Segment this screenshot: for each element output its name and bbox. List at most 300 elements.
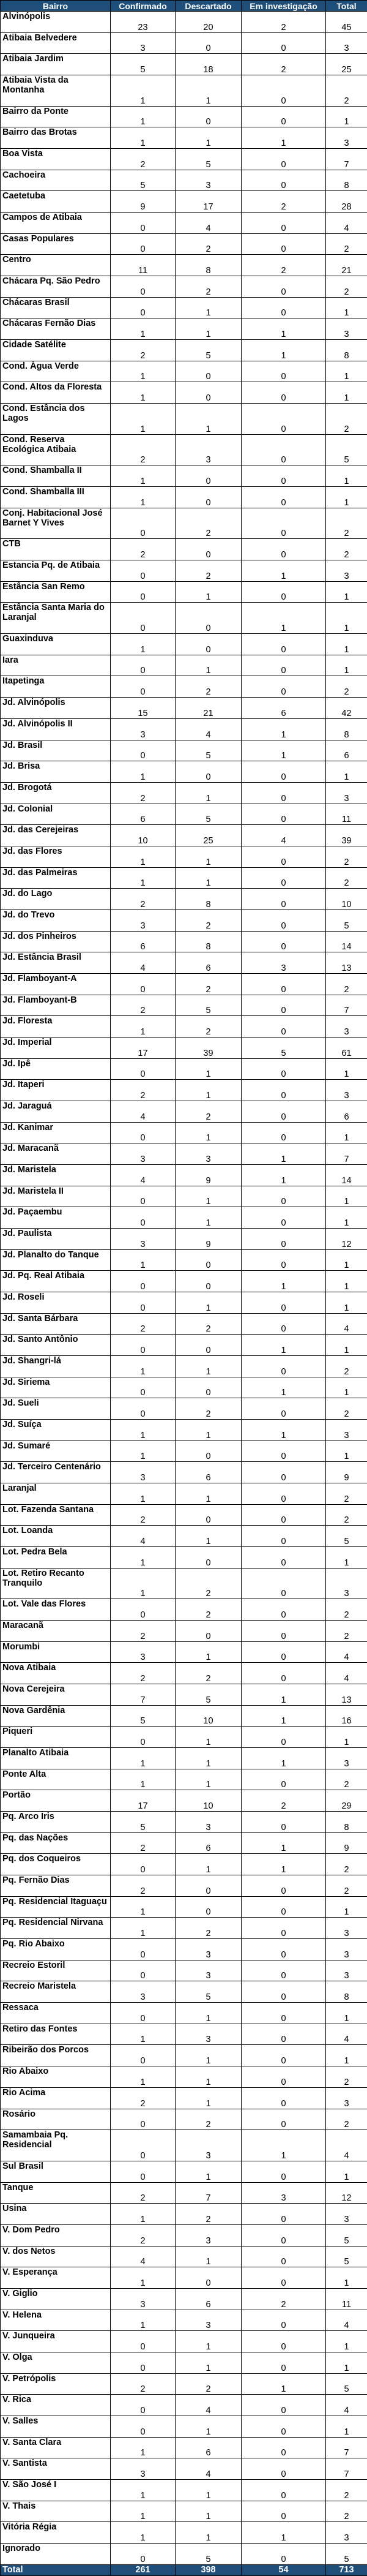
- em-investigacao-cell: 0: [242, 106, 326, 127]
- em-investigacao-cell: 0: [242, 213, 326, 234]
- total-cell: 61: [326, 1037, 367, 1058]
- total-cell: 3: [326, 1748, 367, 1769]
- confirmado-cell: 2: [111, 1080, 176, 1101]
- em-investigacao-cell: 0: [242, 1663, 326, 1684]
- total-cell: 5: [326, 2224, 367, 2246]
- table-row: [1, 952, 367, 974]
- descartado-cell: 0: [176, 539, 242, 560]
- table-row: [1, 867, 367, 889]
- descartado-cell: 5: [176, 2543, 242, 2564]
- em-investigacao-cell: 0: [242, 889, 326, 910]
- bairro-cell: Chácaras Fernão Dias: [1, 318, 111, 340]
- bairro-cell: Jd. Paçaembu: [1, 1207, 111, 1229]
- confirmado-cell: 2: [111, 1875, 176, 1897]
- confirmado-cell: 7: [111, 1684, 176, 1706]
- em-investigacao-cell: 0: [242, 634, 326, 655]
- descartado-cell: 8: [176, 255, 242, 276]
- confirmado-cell: 23: [111, 12, 176, 33]
- confirmado-cell: 11: [111, 255, 176, 276]
- table-row: [1, 1398, 367, 1420]
- total-cell: 2: [326, 75, 367, 107]
- table-row: [1, 1981, 367, 2003]
- em-investigacao-cell: 0: [242, 2066, 326, 2088]
- table-row: [1, 276, 367, 298]
- bairro-cell: Itapetinga: [1, 676, 111, 698]
- table-row: [1, 361, 367, 382]
- descartado-cell: 0: [176, 465, 242, 487]
- em-investigacao-cell: 1: [242, 740, 326, 761]
- bairro-cell: Pq. das Nações: [1, 1832, 111, 1854]
- total-cell: 3: [326, 1918, 367, 1939]
- bairro-cell: Pq. Residencial Itaguaçu: [1, 1896, 111, 1918]
- table-row: [1, 318, 367, 340]
- bairro-cell: Estancia Pq. de Atibaia: [1, 560, 111, 582]
- total-cell: 1: [326, 382, 367, 404]
- descartado-cell: 2: [176, 910, 242, 931]
- em-investigacao-cell: 0: [242, 995, 326, 1016]
- bairro-cell: Retiro das Fontes: [1, 2024, 111, 2045]
- total-cell: 11: [326, 804, 367, 825]
- descartado-cell: 5: [176, 1981, 242, 2003]
- table-row: [1, 54, 367, 75]
- bairro-cell: Jd. Alvinópolis: [1, 698, 111, 719]
- confirmado-cell: 1: [111, 1547, 176, 1569]
- em-investigacao-cell: 0: [242, 1526, 326, 1547]
- em-investigacao-cell: 0: [242, 487, 326, 508]
- table-row: [1, 1875, 367, 1897]
- descartado-cell: 5: [176, 1684, 242, 1706]
- total-cell: 13: [326, 952, 367, 974]
- bairro-cell: Vitória Régia: [1, 2522, 111, 2544]
- em-investigacao-cell: 1: [242, 718, 326, 740]
- total-cell: 1: [326, 634, 367, 655]
- total-cell: 45: [326, 12, 367, 33]
- descartado-cell: 3: [176, 1143, 242, 1165]
- em-investigacao-cell: 0: [242, 276, 326, 298]
- em-investigacao-cell: 0: [242, 655, 326, 676]
- bairro-cell: Cond. Água Verde: [1, 361, 111, 382]
- descartado-cell: 0: [176, 1271, 242, 1292]
- total-cell: 3: [326, 2087, 367, 2109]
- bairro-cell: Lot. Loanda: [1, 1526, 111, 1547]
- bairro-cell: Centro: [1, 255, 111, 276]
- table-row: [1, 2130, 367, 2161]
- bairro-cell: V. Santa Clara: [1, 2437, 111, 2458]
- em-investigacao-cell: 1: [242, 1684, 326, 1706]
- total-cell: 2: [326, 2479, 367, 2501]
- descartado-cell: 0: [176, 1504, 242, 1526]
- total-cell: 14: [326, 931, 367, 952]
- confirmado-cell: 0: [111, 276, 176, 298]
- confirmado-cell: 4: [111, 1526, 176, 1547]
- confirmado-cell: 2: [111, 889, 176, 910]
- bairro-cell: Estância Santa Maria do Laranjal: [1, 603, 111, 634]
- bairro-cell: Jd. Terceiro Centenário: [1, 1462, 111, 1483]
- table-row: [1, 1377, 367, 1398]
- confirmado-cell: 1: [111, 318, 176, 340]
- table-row: [1, 740, 367, 761]
- confirmado-cell: 1: [111, 846, 176, 867]
- em-investigacao-cell: 1: [242, 1164, 326, 1186]
- descartado-cell: 2: [176, 1599, 242, 1621]
- em-investigacao-cell: 0: [242, 1875, 326, 1897]
- em-investigacao-cell: 0: [242, 581, 326, 603]
- confirmado-cell: 0: [111, 2109, 176, 2130]
- confirmado-cell: 1: [111, 361, 176, 382]
- total-cell: 3: [326, 1080, 367, 1101]
- confirmado-cell: 2: [111, 149, 176, 170]
- total-cell: 2: [326, 1854, 367, 1875]
- total-confirmado: 261: [111, 2564, 176, 2575]
- em-investigacao-cell: 1: [242, 2373, 326, 2395]
- descartado-cell: 1: [176, 1122, 242, 1143]
- total-cell: 1: [326, 1335, 367, 1356]
- total-cell: 13: [326, 1684, 367, 1706]
- table-row: [1, 508, 367, 539]
- table-row: [1, 1037, 367, 1058]
- descartado-cell: 1: [176, 2522, 242, 2544]
- em-investigacao-cell: 0: [242, 2087, 326, 2109]
- em-investigacao-cell: 0: [242, 1504, 326, 1526]
- total-cell: 8: [326, 1812, 367, 1833]
- total-cell: 1: [326, 465, 367, 487]
- confirmado-cell: 17: [111, 1037, 176, 1058]
- table-row: [1, 1727, 367, 1748]
- confirmado-cell: 1: [111, 2066, 176, 2088]
- descartado-cell: 1: [176, 867, 242, 889]
- descartado-cell: 4: [176, 718, 242, 740]
- bairro-cell: Bairro das Brotas: [1, 127, 111, 149]
- em-investigacao-cell: 0: [242, 1599, 326, 1621]
- em-investigacao-cell: 0: [242, 508, 326, 539]
- total-cell: 4: [326, 2395, 367, 2416]
- confirmado-cell: 0: [111, 1939, 176, 1960]
- table-row: [1, 1705, 367, 1727]
- bairro-cell: Nova Gardênia: [1, 1705, 111, 1727]
- descartado-cell: 21: [176, 698, 242, 719]
- descartado-cell: 9: [176, 1164, 242, 1186]
- table-row: [1, 297, 367, 318]
- total-cell: 1: [326, 1271, 367, 1292]
- descartado-cell: 1: [176, 782, 242, 804]
- descartado-cell: 2: [176, 1101, 242, 1122]
- em-investigacao-cell: 0: [242, 539, 326, 560]
- confirmado-cell: 5: [111, 170, 176, 191]
- table-row: [1, 1599, 367, 1621]
- descartado-cell: 0: [176, 361, 242, 382]
- bairro-cell: Jd. Floresta: [1, 1016, 111, 1038]
- bairro-cell: Atibaia Belvedere: [1, 32, 111, 54]
- total-cell: 2: [326, 508, 367, 539]
- total-cell: 1: [326, 2161, 367, 2182]
- bairro-cell: Jd. Brasil: [1, 740, 111, 761]
- confirmado-cell: 3: [111, 1228, 176, 1249]
- em-investigacao-cell: 0: [242, 1249, 326, 1271]
- header-row: [1, 1, 367, 12]
- em-investigacao-cell: 1: [242, 2130, 326, 2161]
- confirmado-cell: 2: [111, 340, 176, 361]
- em-investigacao-cell: 0: [242, 2045, 326, 2066]
- descartado-cell: 0: [176, 761, 242, 783]
- em-investigacao-cell: 0: [242, 361, 326, 382]
- bairro-cell: Recreio Maristela: [1, 1981, 111, 2003]
- confirmado-cell: 3: [111, 1143, 176, 1165]
- table-row: [1, 1812, 367, 1833]
- confirmado-cell: 15: [111, 698, 176, 719]
- bairro-cell: Pq. dos Coqueiros: [1, 1854, 111, 1875]
- total-cell: 1: [326, 1727, 367, 1748]
- confirmado-cell: 0: [111, 1122, 176, 1143]
- descartado-cell: 9: [176, 1228, 242, 1249]
- descartado-cell: 1: [176, 1420, 242, 1441]
- em-investigacao-cell: 0: [242, 149, 326, 170]
- bairro-cell: Bairro da Ponte: [1, 106, 111, 127]
- confirmado-cell: 0: [111, 655, 176, 676]
- descartado-cell: 5: [176, 740, 242, 761]
- header-em-investigacao: Em investigação: [242, 1, 326, 12]
- confirmado-cell: 1: [111, 1249, 176, 1271]
- descartado-cell: 0: [176, 634, 242, 655]
- bairro-cell: Cond. Reserva Ecológica Atibaia: [1, 434, 111, 465]
- table-row: [1, 1207, 367, 1229]
- bairro-cell: Jd. Itaperi: [1, 1080, 111, 1101]
- bairro-cell: Usina: [1, 2204, 111, 2225]
- confirmado-cell: 9: [111, 191, 176, 213]
- confirmado-cell: 0: [111, 1335, 176, 1356]
- bairro-cell: Estância San Remo: [1, 581, 111, 603]
- total-cell: 3: [326, 1420, 367, 1441]
- confirmado-cell: 2: [111, 1313, 176, 1335]
- bairro-cell: Piqueri: [1, 1727, 111, 1748]
- descartado-cell: 18: [176, 54, 242, 75]
- descartado-cell: 17: [176, 191, 242, 213]
- confirmado-cell: 5: [111, 1705, 176, 1727]
- confirmado-cell: 0: [111, 2352, 176, 2373]
- confirmado-cell: 1: [111, 2024, 176, 2045]
- em-investigacao-cell: 1: [242, 1705, 326, 1727]
- bairro-cell: Jd. do Trevo: [1, 910, 111, 931]
- table-row: [1, 2267, 367, 2289]
- em-investigacao-cell: 3: [242, 952, 326, 974]
- descartado-cell: 1: [176, 2479, 242, 2501]
- bairro-cell: Pq. Residencial Nirvana: [1, 1918, 111, 1939]
- em-investigacao-cell: 0: [242, 1186, 326, 1207]
- total-cell: 1: [326, 2416, 367, 2437]
- table-row: [1, 32, 367, 54]
- descartado-cell: 1: [176, 2352, 242, 2373]
- em-investigacao-cell: 1: [242, 1420, 326, 1441]
- bairro-cell: CTB: [1, 539, 111, 560]
- bairro-cell: Jd. Maristela II: [1, 1186, 111, 1207]
- table-row: [1, 1854, 367, 1875]
- confirmado-cell: 1: [111, 1748, 176, 1769]
- bairro-cell: Planalto Atibaia: [1, 1748, 111, 1769]
- em-investigacao-cell: 3: [242, 2182, 326, 2204]
- bairro-cell: V. Petrópolis: [1, 2373, 111, 2395]
- descartado-cell: 1: [176, 2045, 242, 2066]
- confirmado-cell: 2: [111, 782, 176, 804]
- table-row: [1, 2543, 367, 2564]
- descartado-cell: 1: [176, 581, 242, 603]
- em-investigacao-cell: 0: [242, 2352, 326, 2373]
- header-total: Total: [326, 1, 367, 12]
- em-investigacao-cell: 0: [242, 1355, 326, 1377]
- total-row: [1, 2564, 367, 2575]
- table-row: [1, 382, 367, 404]
- em-investigacao-cell: 1: [242, 340, 326, 361]
- confirmado-cell: 0: [111, 676, 176, 698]
- total-cell: 1: [326, 1377, 367, 1398]
- confirmado-cell: 1: [111, 2310, 176, 2331]
- table-row: [1, 465, 367, 487]
- bairro-cell: Boa Vista: [1, 149, 111, 170]
- em-investigacao-cell: 0: [242, 1939, 326, 1960]
- table-row: [1, 2501, 367, 2522]
- em-investigacao-cell: 0: [242, 1918, 326, 1939]
- descartado-cell: 6: [176, 952, 242, 974]
- descartado-cell: 1: [176, 1355, 242, 1377]
- descartado-cell: 2: [176, 1568, 242, 1599]
- table-row: [1, 487, 367, 508]
- em-investigacao-cell: 1: [242, 1377, 326, 1398]
- descartado-cell: 3: [176, 1939, 242, 1960]
- confirmado-cell: 1: [111, 404, 176, 435]
- descartado-cell: 0: [176, 32, 242, 54]
- descartado-cell: 1: [176, 846, 242, 867]
- table-row: [1, 603, 367, 634]
- confirmado-cell: 2: [111, 995, 176, 1016]
- total-cell: 42: [326, 698, 367, 719]
- bairro-cell: Jd. Santo Antônio: [1, 1335, 111, 1356]
- bairro-cell: Conj. Habitacional José Barnet Y Vives: [1, 508, 111, 539]
- descartado-cell: 2: [176, 560, 242, 582]
- table-row: [1, 1832, 367, 1854]
- descartado-cell: 5: [176, 804, 242, 825]
- total-cell: 1: [326, 1547, 367, 1569]
- total-cell: 1: [326, 2045, 367, 2066]
- bairro-cell: Jd. Santa Bárbara: [1, 1313, 111, 1335]
- em-investigacao-cell: 0: [242, 867, 326, 889]
- bairro-cell: Jd. das Palmeiras: [1, 867, 111, 889]
- bairro-cell: V. Dom Pedro: [1, 2224, 111, 2246]
- em-investigacao-cell: 0: [242, 782, 326, 804]
- table-row: [1, 1016, 367, 1038]
- total-cell: 7: [326, 149, 367, 170]
- table-row: [1, 75, 367, 107]
- descartado-cell: 0: [176, 2267, 242, 2289]
- bairro-cell: Campos de Atibaia: [1, 213, 111, 234]
- descartado-cell: 1: [176, 2501, 242, 2522]
- descartado-cell: 1: [176, 655, 242, 676]
- em-investigacao-cell: 0: [242, 2310, 326, 2331]
- table-row: [1, 12, 367, 33]
- total-cell: 14: [326, 1164, 367, 1186]
- bairro-cell: Nova Atibaia: [1, 1663, 111, 1684]
- bairro-cell: Jd. Planalto do Tanque: [1, 1249, 111, 1271]
- bairro-cell: V. Santista: [1, 2458, 111, 2480]
- table-row: [1, 581, 367, 603]
- total-cell: 21: [326, 255, 367, 276]
- table-row: [1, 1164, 367, 1186]
- bairro-cell: Morumbi: [1, 1641, 111, 1663]
- bairro-cell: Pq. Fernão Dias: [1, 1875, 111, 1897]
- descartado-cell: 0: [176, 382, 242, 404]
- descartado-cell: 4: [176, 2458, 242, 2480]
- total-cell: 5: [326, 2543, 367, 2564]
- total-cell: 1: [326, 1441, 367, 1462]
- em-investigacao-cell: 0: [242, 761, 326, 783]
- total-cell: 1: [326, 297, 367, 318]
- descartado-cell: 1: [176, 1483, 242, 1505]
- descartado-cell: 2: [176, 1663, 242, 1684]
- total-cell: 2: [326, 1483, 367, 1505]
- confirmado-cell: 3: [111, 2458, 176, 2480]
- descartado-cell: 3: [176, 434, 242, 465]
- table-row: [1, 1441, 367, 1462]
- em-investigacao-cell: 0: [242, 1122, 326, 1143]
- total-cell: 8: [326, 718, 367, 740]
- table-row: [1, 560, 367, 582]
- descartado-cell: 3: [176, 1960, 242, 1981]
- confirmado-cell: 1: [111, 1420, 176, 1441]
- total-cell: 4: [326, 1663, 367, 1684]
- em-investigacao-cell: 0: [242, 2395, 326, 2416]
- table-row: [1, 1526, 367, 1547]
- em-investigacao-cell: 0: [242, 2109, 326, 2130]
- descartado-cell: 2: [176, 2204, 242, 2225]
- confirmado-cell: 0: [111, 1960, 176, 1981]
- total-cell: 2: [326, 2501, 367, 2522]
- confirmado-cell: 0: [111, 1058, 176, 1080]
- total-cell: 3: [326, 2204, 367, 2225]
- table-row: [1, 1143, 367, 1165]
- bairro-cell: V. Esperança: [1, 2267, 111, 2289]
- descartado-cell: 2: [176, 1398, 242, 1420]
- bairro-cell: Ressaca: [1, 2003, 111, 2024]
- confirmado-cell: 0: [111, 297, 176, 318]
- total-cell: 3: [326, 2522, 367, 2544]
- bairro-cell: Rio Abaixo: [1, 2066, 111, 2088]
- total-cell: 1: [326, 2003, 367, 2024]
- total-cell: 2: [326, 1875, 367, 1897]
- em-investigacao-cell: 0: [242, 2161, 326, 2182]
- table-row: [1, 718, 367, 740]
- total-cell: 3: [326, 1960, 367, 1981]
- descartado-cell: 1: [176, 2416, 242, 2437]
- em-investigacao-cell: 0: [242, 1981, 326, 2003]
- em-investigacao-cell: 1: [242, 1832, 326, 1854]
- bairro-cell: Ponte Alta: [1, 1769, 111, 1790]
- total-cell: 16: [326, 1705, 367, 1727]
- descartado-cell: 1: [176, 1292, 242, 1313]
- bairro-cell: Atibaia Jardim: [1, 54, 111, 75]
- descartado-cell: 1: [176, 318, 242, 340]
- confirmado-cell: 0: [111, 560, 176, 582]
- bairro-cell: Alvinópolis: [1, 12, 111, 33]
- em-investigacao-cell: 0: [242, 1080, 326, 1101]
- total-cell: 2: [326, 676, 367, 698]
- bairro-cell: V. dos Netos: [1, 2246, 111, 2267]
- em-investigacao-cell: 0: [242, 1313, 326, 1335]
- confirmado-cell: 0: [111, 740, 176, 761]
- em-investigacao-cell: 0: [242, 1641, 326, 1663]
- descartado-cell: 7: [176, 2182, 242, 2204]
- confirmado-cell: 1: [111, 127, 176, 149]
- bairro-cell: Chácaras Brasil: [1, 297, 111, 318]
- confirmado-cell: 1: [111, 106, 176, 127]
- table-row: [1, 1896, 367, 1918]
- descartado-cell: 0: [176, 1547, 242, 1569]
